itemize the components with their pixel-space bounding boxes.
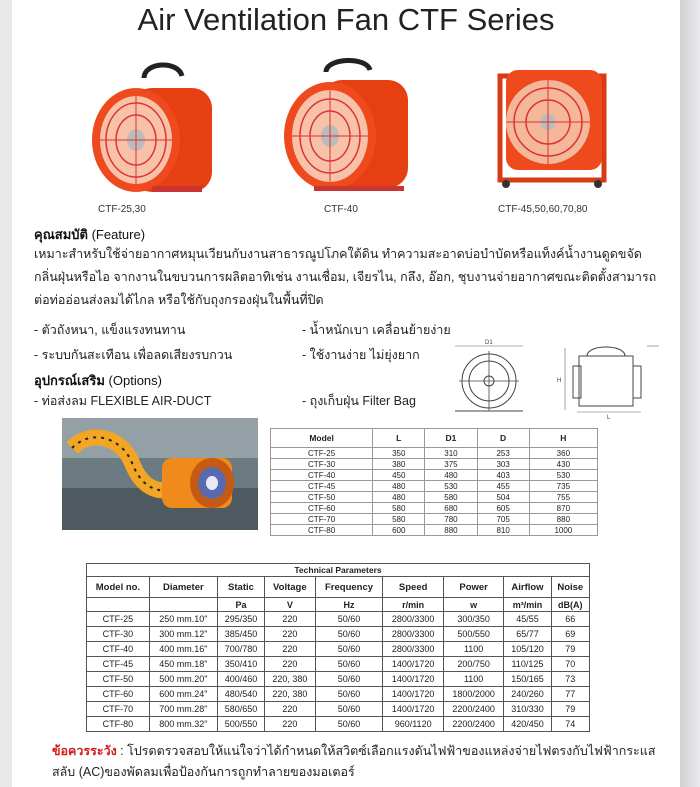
feature-bullet-3: - ระบบกันสะเทือน เพื่อลดเสียงรบกวน <box>34 348 233 362</box>
dimensions-header-cell: H <box>529 429 597 448</box>
options-heading-th: อุปกรณ์เสริม <box>34 373 105 388</box>
table-cell: 600 mm.24" <box>149 687 217 702</box>
tech-header-cell: Noise <box>551 577 589 598</box>
table-cell: 73 <box>551 672 589 687</box>
table-cell: 1800/2000 <box>443 687 503 702</box>
table-row <box>271 470 598 481</box>
table-row <box>87 702 590 717</box>
table-cell: 605 <box>477 503 529 514</box>
technical-drawing <box>437 338 677 420</box>
option-item-air-duct: - ท่อส่งลม FLEXIBLE AIR-DUCT <box>34 394 212 408</box>
table-cell: 1400/1720 <box>383 687 443 702</box>
table-cell: 350 <box>373 448 425 459</box>
table-cell: 780 <box>425 514 477 525</box>
tech-header-row <box>87 577 590 598</box>
table-cell: 300/350 <box>443 612 503 627</box>
table-cell: CTF-60 <box>271 503 373 514</box>
table-cell: 700/780 <box>217 642 264 657</box>
table-cell: 1100 <box>443 672 503 687</box>
dimensions-header-cell: D <box>477 429 529 448</box>
table-cell: 680 <box>425 503 477 514</box>
table-cell: 105/120 <box>504 642 551 657</box>
caption-ctf-25-30: CTF-25,30 <box>98 204 146 215</box>
table-row <box>271 481 598 492</box>
drawing-label-d1: D1 <box>485 340 493 346</box>
feature-heading <box>34 224 145 245</box>
table-cell: 79 <box>551 702 589 717</box>
table-cell: CTF-25 <box>87 612 150 627</box>
table-row <box>87 687 590 702</box>
table-cell: 580 <box>425 492 477 503</box>
warning-note <box>52 741 672 783</box>
table-cell: 1400/1720 <box>383 702 443 717</box>
table-cell: 200/750 <box>443 657 503 672</box>
tech-unit-cell: Pa <box>217 598 264 612</box>
table-cell: CTF-80 <box>87 717 150 732</box>
options-heading <box>34 370 162 391</box>
table-cell: 50/60 <box>315 627 383 642</box>
fan-with-duct-photo <box>62 418 258 530</box>
tech-units-row <box>87 598 590 612</box>
table-cell: CTF-25 <box>271 448 373 459</box>
table-cell: 1100 <box>443 642 503 657</box>
dimensions-header-row <box>271 429 598 448</box>
table-cell: 220 <box>265 702 316 717</box>
table-cell: 74 <box>551 717 589 732</box>
table-cell: 735 <box>529 481 597 492</box>
table-cell: 220, 380 <box>265 687 316 702</box>
warning-text: : โปรดตรวจสอบให้แน่ใจว่าได้กำหนดให้สวิตซ์เลือกแรงดันไฟฟ้าของแหล่งจ่ายไฟตรงกับไฟฟ้ากระแสสลับ (AC)ของพัดลมเพื่อป้องกันการถูกทำลายของมอเตอร์ <box>52 744 656 779</box>
table-cell: 870 <box>529 503 597 514</box>
table-cell: 50/60 <box>315 642 383 657</box>
table-cell: 400/460 <box>217 672 264 687</box>
fan-ctf-45-80-image <box>490 62 620 194</box>
table-cell: 220 <box>265 657 316 672</box>
table-cell: 455 <box>477 481 529 492</box>
tech-header-cell: Speed <box>383 577 443 598</box>
table-cell: 1000 <box>529 525 597 536</box>
table-cell: 530 <box>529 470 597 481</box>
table-cell: 220 <box>265 612 316 627</box>
table-cell: 50/60 <box>315 702 383 717</box>
table-row <box>87 672 590 687</box>
table-cell: 480 <box>425 470 477 481</box>
table-cell: 220 <box>265 717 316 732</box>
table-row <box>271 448 598 459</box>
warning-label: ข้อควรระวัง <box>52 744 117 758</box>
table-cell: 110/125 <box>504 657 551 672</box>
table-cell: 50/60 <box>315 612 383 627</box>
table-cell: 250 mm.10" <box>149 612 217 627</box>
table-cell: 385/450 <box>217 627 264 642</box>
table-cell: 700 mm.28" <box>149 702 217 717</box>
table-cell: 2200/2400 <box>443 717 503 732</box>
table-cell: CTF-60 <box>87 687 150 702</box>
table-cell: 303 <box>477 459 529 470</box>
technical-parameters-table <box>86 563 590 732</box>
table-cell: CTF-70 <box>271 514 373 525</box>
table-cell: CTF-40 <box>87 642 150 657</box>
table-cell: 530 <box>425 481 477 492</box>
tech-unit-cell: w <box>443 598 503 612</box>
table-cell: 2800/3300 <box>383 642 443 657</box>
table-cell: 69 <box>551 627 589 642</box>
brochure-page <box>12 0 680 787</box>
table-cell: 70 <box>551 657 589 672</box>
table-cell: 580/650 <box>217 702 264 717</box>
tech-header-cell: Model no. <box>87 577 150 598</box>
table-cell: 50/60 <box>315 687 383 702</box>
table-cell: 580 <box>373 503 425 514</box>
tech-header-cell: Voltage <box>265 577 316 598</box>
table-cell: 295/350 <box>217 612 264 627</box>
tech-header-cell: Power <box>443 577 503 598</box>
table-cell: 420/450 <box>504 717 551 732</box>
table-row <box>271 503 598 514</box>
table-row <box>87 627 590 642</box>
table-cell: 79 <box>551 642 589 657</box>
table-cell: 50/60 <box>315 717 383 732</box>
table-cell: 360 <box>529 448 597 459</box>
tech-unit-cell: V <box>265 598 316 612</box>
table-cell: 45/55 <box>504 612 551 627</box>
table-cell: 500 mm.20" <box>149 672 217 687</box>
table-cell: 960/1120 <box>383 717 443 732</box>
dimensions-table <box>270 428 598 536</box>
tech-header-cell: Static <box>217 577 264 598</box>
table-cell: 380 <box>373 459 425 470</box>
table-cell: 220, 380 <box>265 672 316 687</box>
table-cell: 2200/2400 <box>443 702 503 717</box>
table-cell: 300 mm.12" <box>149 627 217 642</box>
table-cell: CTF-30 <box>87 627 150 642</box>
tech-header-cell: Airflow <box>504 577 551 598</box>
option-item-filter-bag: - ถุงเก็บฝุ่น Filter Bag <box>302 394 416 408</box>
table-cell: 1400/1720 <box>383 657 443 672</box>
table-cell: 310/330 <box>504 702 551 717</box>
fan-ctf-25-30-image <box>82 60 222 200</box>
table-cell: 253 <box>477 448 529 459</box>
technical-parameters-title: Technical Parameters <box>87 564 590 577</box>
table-cell: 450 mm.18" <box>149 657 217 672</box>
table-cell: 480/540 <box>217 687 264 702</box>
table-cell: CTF-45 <box>87 657 150 672</box>
table-cell: 480 <box>373 481 425 492</box>
table-row <box>271 492 598 503</box>
table-cell: CTF-80 <box>271 525 373 536</box>
tech-unit-cell: dB(A) <box>551 598 589 612</box>
table-cell: 800 mm.32" <box>149 717 217 732</box>
table-cell: 310 <box>425 448 477 459</box>
table-row <box>271 514 598 525</box>
page-edge-shadow <box>680 0 700 787</box>
tech-unit-cell: Hz <box>315 598 383 612</box>
table-cell: 810 <box>477 525 529 536</box>
table-cell: 2800/3300 <box>383 627 443 642</box>
table-cell: 1400/1720 <box>383 672 443 687</box>
table-cell: CTF-45 <box>271 481 373 492</box>
tech-unit-cell <box>149 598 217 612</box>
table-cell: 500/550 <box>443 627 503 642</box>
caption-ctf-40: CTF-40 <box>324 204 358 215</box>
table-cell: 403 <box>477 470 529 481</box>
table-cell: 500/550 <box>217 717 264 732</box>
drawing-label-l: L <box>607 415 611 420</box>
table-cell: 220 <box>265 642 316 657</box>
dimensions-header-cell: L <box>373 429 425 448</box>
table-cell: 480 <box>373 492 425 503</box>
table-row <box>271 459 598 470</box>
tech-header-cell: Diameter <box>149 577 217 598</box>
table-cell: CTF-50 <box>87 672 150 687</box>
table-cell: 580 <box>373 514 425 525</box>
table-cell: 400 mm.16" <box>149 642 217 657</box>
caption-ctf-45-80: CTF-45,50,60,70,80 <box>498 204 588 215</box>
table-cell: 450 <box>373 470 425 481</box>
feature-bullet-4: - ใช้งานง่าย ไม่ยุ่งยาก <box>302 348 420 362</box>
table-cell: 375 <box>425 459 477 470</box>
drawing-label-h: H <box>557 378 562 384</box>
options-heading-en: (Options) <box>108 373 162 388</box>
fan-ctf-40-image <box>274 52 414 197</box>
table-row <box>87 717 590 732</box>
table-cell: 2800/3300 <box>383 612 443 627</box>
table-cell: CTF-50 <box>271 492 373 503</box>
table-cell: CTF-70 <box>87 702 150 717</box>
table-row <box>87 657 590 672</box>
feature-bullet-1: - ตัวถังหนา, แข็งแรงทนทาน <box>34 323 186 337</box>
table-cell: 350/410 <box>217 657 264 672</box>
table-cell: 705 <box>477 514 529 525</box>
table-cell: 77 <box>551 687 589 702</box>
table-cell: 65/77 <box>504 627 551 642</box>
tech-unit-cell: r/min <box>383 598 443 612</box>
tech-unit-cell: m³/min <box>504 598 551 612</box>
table-row <box>87 642 590 657</box>
feature-bullet-2: - น้ำหนักเบา เคลื่อนย้ายง่าย <box>302 323 451 337</box>
table-row <box>87 612 590 627</box>
table-cell: 755 <box>529 492 597 503</box>
table-cell: 430 <box>529 459 597 470</box>
table-cell: 504 <box>477 492 529 503</box>
table-cell: 880 <box>529 514 597 525</box>
table-cell: 50/60 <box>315 672 383 687</box>
table-cell: 240/260 <box>504 687 551 702</box>
tech-unit-cell <box>87 598 150 612</box>
table-cell: 50/60 <box>315 657 383 672</box>
feature-description: เหมาะสำหรับใช้จ่ายอากาศหมุนเวียนกับงานสาธารณูปโภคใต้ดิน ทำความสะอาดบ่อบำบัดหรือแท็งค์น้ำงานดูดขจัดกลิ่นฝุ่นหรือไอ จากงานในขบวนการผลิตอาทิเช่น งานเชื่อม, เจียรไน, กลึง, อ๊อก, ชุบงานจ่ายอากาศขณะติดตั้งสามารถต่อท่ออ่อนส่งลมได้ไกล หรือใช้กับถุงกรองฝุ่นในพื้นที่ปิด <box>34 247 657 307</box>
table-row <box>271 525 598 536</box>
table-cell: 880 <box>425 525 477 536</box>
tech-header-cell: Frequency <box>315 577 383 598</box>
table-cell: 220 <box>265 627 316 642</box>
table-cell: CTF-40 <box>271 470 373 481</box>
dimensions-header-cell: D1 <box>425 429 477 448</box>
table-cell: 150/165 <box>504 672 551 687</box>
dimensions-header-cell: Model <box>271 429 373 448</box>
table-cell: CTF-30 <box>271 459 373 470</box>
feature-heading-th: คุณสมบัติ <box>34 227 88 242</box>
table-cell: 66 <box>551 612 589 627</box>
table-cell: 600 <box>373 525 425 536</box>
page-title: Air Ventilation Fan CTF Series <box>137 2 555 37</box>
feature-heading-en: (Feature) <box>91 227 146 242</box>
